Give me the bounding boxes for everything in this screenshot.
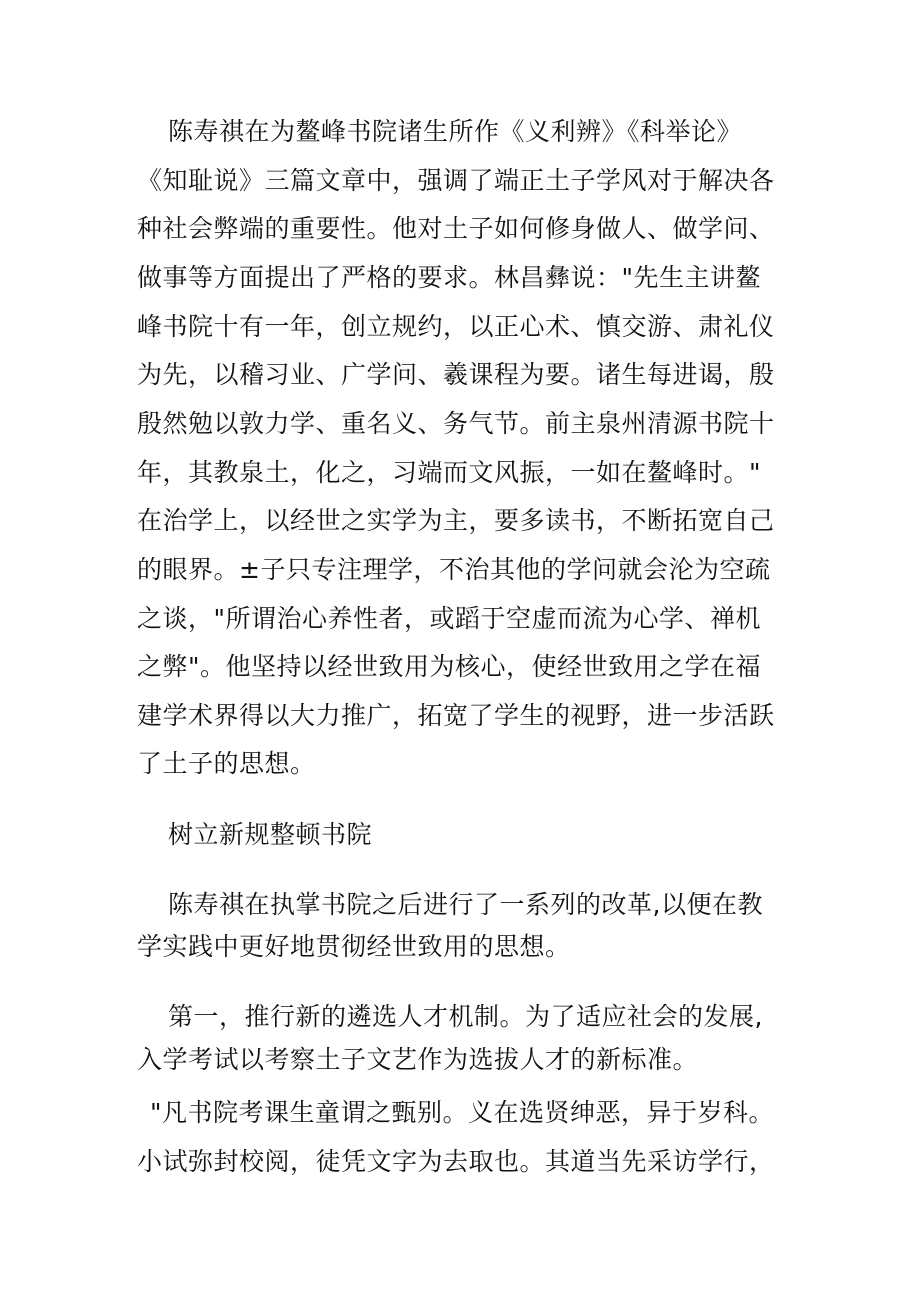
paragraph-1-line-9: 在治学上，以经世之实学为主，要多读书，不断拓宽自己 bbox=[137, 506, 775, 535]
paragraph-1-line-13: 建学术界得以大力推广，拓宽了学生的视野，进一步活跃 bbox=[137, 701, 775, 730]
paragraph-1-line-10: 的眼界。±子只专注理学，不治其他的学问就会沦为空疏 bbox=[137, 555, 771, 584]
paragraph-3-line-2: 入学考试以考察土子文艺作为选拔人才的新标准。 bbox=[137, 1045, 699, 1074]
paragraph-1-line-1: 陈寿祺在为鳌峰书院诸生所作《义利辨》《科举论》 bbox=[168, 117, 743, 146]
paragraph-3-line-1: 第一，推行新的遴选人才机制。为了适应社会的发展, bbox=[168, 1002, 763, 1031]
paragraph-1-line-2: 《知耻说》三篇文章中，强调了端正土子学风对于解决各 bbox=[137, 166, 775, 195]
paragraph-1-line-11: 之谈，"所谓治心养性者，或蹈于空虚而流为心学、禅机 bbox=[137, 604, 762, 633]
paragraph-1-line-14: 了土子的思想。 bbox=[137, 749, 316, 778]
section-heading: 树立新规整顿书院 bbox=[168, 820, 373, 849]
paragraph-1-line-4: 做事等方面提出了严格的要求。林昌彝说："先生主讲鳌 bbox=[137, 263, 762, 292]
paragraph-4-line-2: 小试弥封校阅，徒凭文字为去取也。其道当先采访学行， bbox=[137, 1147, 775, 1176]
paragraph-1-line-8: 年，其教泉土，化之，习端而文风振，一如在鳌峰时。" bbox=[137, 458, 762, 487]
paragraph-2-line-2: 学实践中更好地贯彻经世致用的思想。 bbox=[137, 932, 571, 961]
paragraph-2-line-1: 陈寿祺在执掌书院之后进行了一系列的改革,以便在教 bbox=[168, 890, 763, 919]
paragraph-1-line-5: 峰书院十有一年，创立规约，以正心术、慎交游、肃礼仪 bbox=[137, 312, 775, 341]
paragraph-1-line-3: 种社会弊端的重要性。他对土子如何修身做人、做学问、 bbox=[137, 214, 775, 243]
paragraph-4-line-1: "凡书院考课生童谓之甄别。义在选贤绅恶，异于岁科。 bbox=[150, 1098, 775, 1127]
paragraph-1-line-7: 殷然勉以敦力学、重名义、务气节。前主泉州清源书院十 bbox=[137, 409, 775, 438]
paragraph-1-line-12: 之弊"。他坚持以经世致用为核心，使经世致用之学在福 bbox=[137, 652, 762, 681]
paragraph-1-line-6: 为先，以稽习业、广学问、羲课程为要。诸生每进谒，殷 bbox=[137, 360, 775, 389]
